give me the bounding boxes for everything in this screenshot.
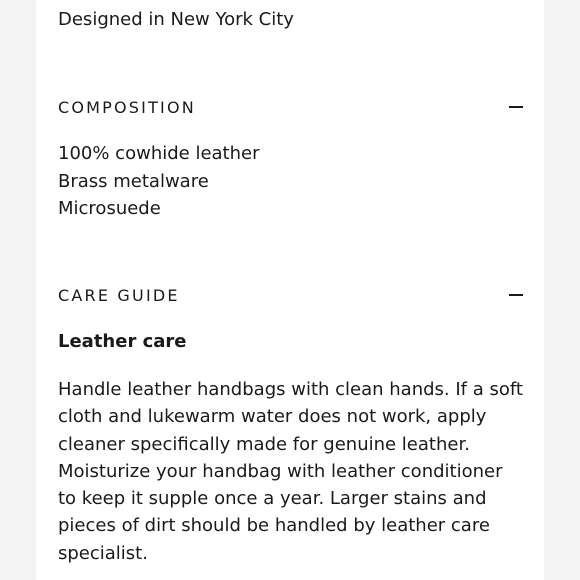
composition-title: COMPOSITION (58, 97, 196, 117)
minus-icon[interactable] (509, 106, 523, 108)
composition-section-header[interactable] (58, 95, 524, 119)
care-guide-body: Handle leather handbags with clean hands. If a soft cloth and lukewarm water does not work, apply cleaner specifically made for genuine leather. Moisturize your handbag with leather conditioner to keep it supple once a year. Larger stains and pieces of dirt should be handled by leather care specialist. (58, 379, 523, 564)
care-guide-section-header[interactable] (58, 283, 524, 307)
composition-item: Brass metalware (58, 170, 209, 192)
care-guide-title: CARE GUIDE (58, 285, 180, 305)
composition-item: 100% cowhide leather (58, 143, 260, 164)
care-guide-subtitle: Leather care (58, 331, 187, 352)
composition-item: Microsuede (58, 198, 161, 219)
product-details-panel (36, 0, 544, 580)
minus-icon[interactable] (509, 294, 523, 296)
composition-list (58, 140, 260, 223)
designed-in-text: Designed in New York City (58, 9, 294, 30)
